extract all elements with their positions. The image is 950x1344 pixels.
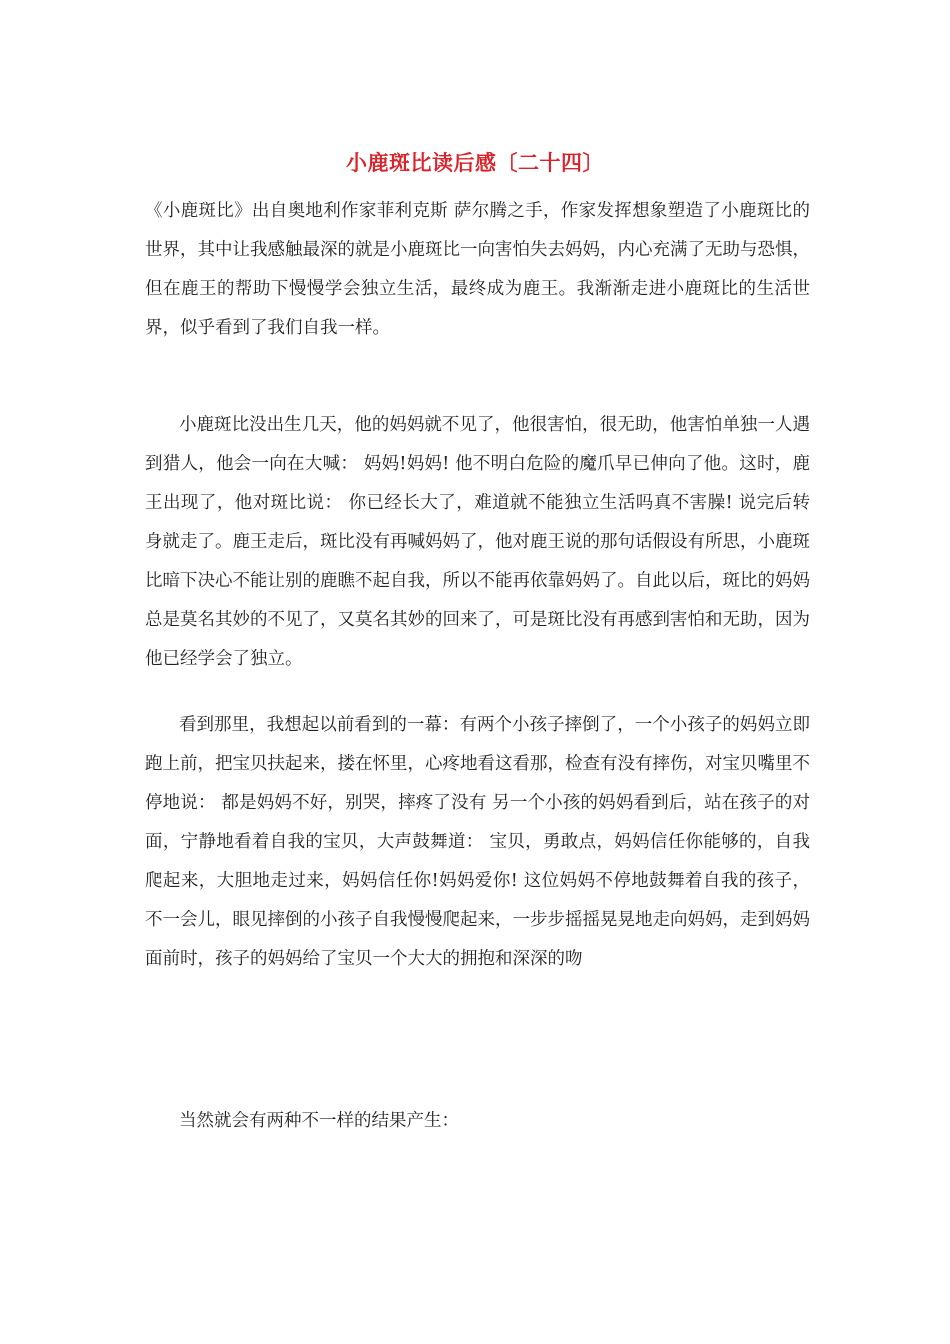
document-title: 小鹿斑比读后感〔二十四〕 xyxy=(346,150,604,175)
paragraph-conclusion: 当然就会有两种不一样的结果产生： xyxy=(179,1111,459,1131)
paragraph-story: 小鹿斑比没出生几天，他的妈妈就不见了，他很害怕，很无助，他害怕单独一人遇到猎人，他会一向在大喊： 妈妈!妈妈! 他不明白危险的魔爪早已伸向了他。这时，鹿王出现了，他对斑比说： 你已经长大了，难道就不能独立生活吗真不害臊! 说完后转身就走了。鹿王走后，斑比没有再喊妈妈了，他对鹿王说的那句话假设有所思，小鹿斑比暗下决心不能让别的鹿瞧不起自我，所以不能再依靠妈妈了。自此以后，斑比的妈妈总是莫名其妙的不见了，又莫名其妙的回来了，可是斑比没有再感到害怕和无助，因为他已经学会了独立。 xyxy=(145,415,810,669)
paragraph-intro: 《小鹿斑比》出自奥地利作家菲利克斯 萨尔腾之手，作家发挥想象塑造了小鹿斑比的世界，其中让我感触最深的就是小鹿斑比一向害怕失去妈妈，内心充满了无助与恐惧，但在鹿王的帮助下慢慢学会独立生活，最终成为鹿王。我渐渐走进小鹿斑比的生活世界，似乎看到了我们自我一样。 xyxy=(145,201,810,338)
paragraph-memory: 看到那里，我想起以前看到的一幕：有两个小孩子摔倒了，一个小孩子的妈妈立即跑上前，把宝贝扶起来，搂在怀里，心疼地看这看那，检查有没有摔伤，对宝贝嘴里不停地说： 都是妈妈不好，别哭，摔疼了没有 另一个小孩的妈妈看到后，站在孩子的对面，宁静地看着自我的宝贝，大声鼓舞道： 宝贝，勇敢点，妈妈信任你能够的，自我爬起来，大胆地走过来，妈妈信任你!妈妈爱你! 这位妈妈不停地鼓舞着自我的孩子，不一会儿，眼见摔倒的小孩子自我慢慢爬起来，一步步摇摇晃晃地走向妈妈，走到妈妈面前时，孩子的妈妈给了宝贝一个大大的拥抱和深深的吻 xyxy=(145,715,810,969)
